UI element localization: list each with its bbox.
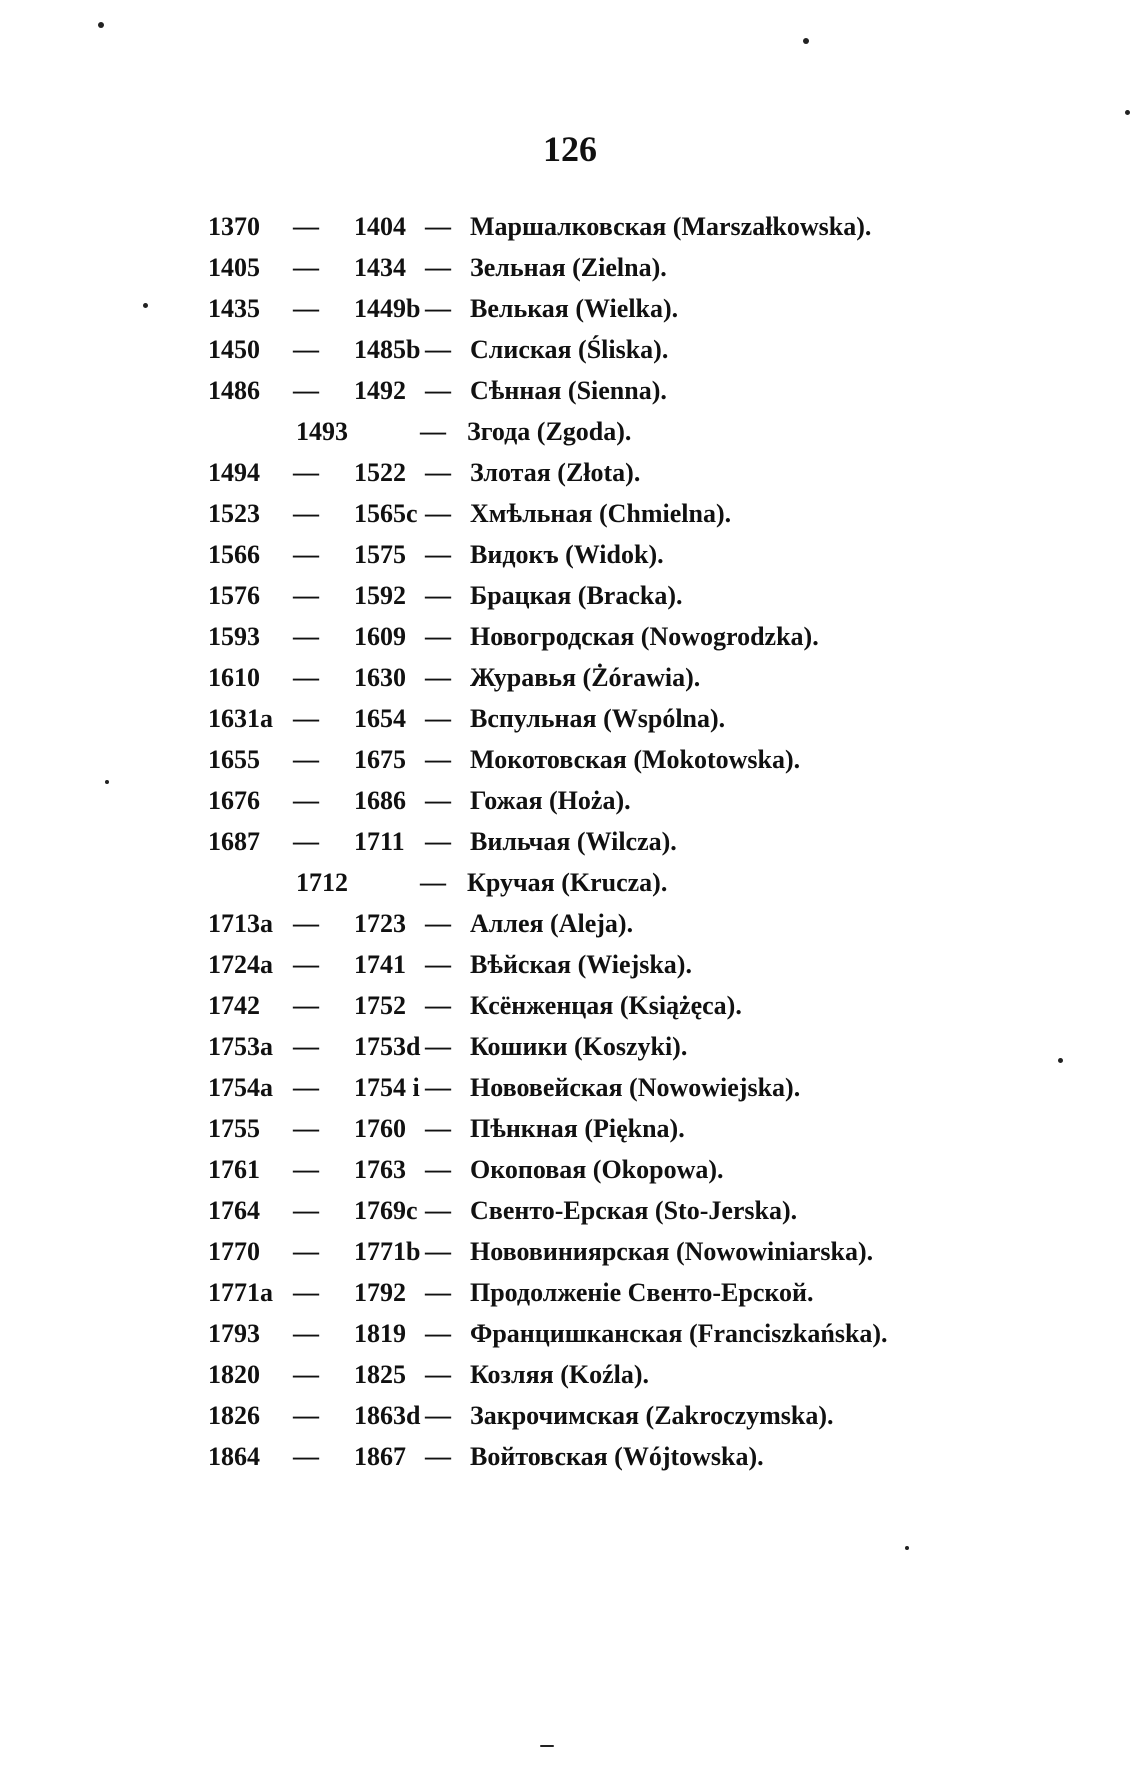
entry-row xyxy=(0,991,1140,1032)
separator-dash: — xyxy=(425,540,451,569)
house-number-start: 1753a xyxy=(208,1032,273,1061)
range-dash: — xyxy=(293,1442,319,1471)
street-name: Згода (Zgoda). xyxy=(467,417,632,446)
entry-row xyxy=(0,1360,1140,1401)
range-dash: — xyxy=(293,1114,319,1143)
separator-dash: — xyxy=(425,1114,451,1143)
separator-dash: — xyxy=(425,376,451,405)
house-number-start: 1523 xyxy=(208,499,260,528)
house-number-start: 1370 xyxy=(208,212,260,241)
range-dash: — xyxy=(293,376,319,405)
house-number-end: 1741 xyxy=(354,950,406,979)
entry-list xyxy=(0,212,1140,1483)
range-dash: — xyxy=(293,1360,319,1389)
house-number-start: 1826 xyxy=(208,1401,260,1430)
street-name: Новогродская (Nowogrodzka). xyxy=(470,622,819,651)
street-name: Пѣнкная (Piękna). xyxy=(470,1114,685,1143)
separator-dash: — xyxy=(425,458,451,487)
house-number-end: 1575 xyxy=(354,540,406,569)
street-name: Закрочимская (Zakroczymska). xyxy=(470,1401,834,1430)
separator-dash: — xyxy=(425,1237,451,1266)
house-number-end: 1434 xyxy=(354,253,406,282)
street-name: Ксёнженцая (Książęca). xyxy=(470,991,742,1020)
house-number-start: 1450 xyxy=(208,335,260,364)
range-dash: — xyxy=(293,1319,319,1348)
separator-dash: — xyxy=(425,745,451,774)
entry-row xyxy=(0,1196,1140,1237)
entry-row xyxy=(0,581,1140,622)
entry-row xyxy=(0,458,1140,499)
range-dash: — xyxy=(293,1073,319,1102)
range-dash: — xyxy=(293,253,319,282)
house-number-end: 1819 xyxy=(354,1319,406,1348)
house-number-start: 1676 xyxy=(208,786,260,815)
house-number-start: 1405 xyxy=(208,253,260,282)
entry-row xyxy=(0,376,1140,417)
separator-dash: — xyxy=(425,909,451,938)
house-number-end: 1752 xyxy=(354,991,406,1020)
scan-speck xyxy=(98,22,104,28)
house-number-end: 1863d xyxy=(354,1401,421,1430)
separator-dash: — xyxy=(425,786,451,815)
house-number-start: 1566 xyxy=(208,540,260,569)
scan-speck xyxy=(1125,110,1130,115)
house-number-end: 1522 xyxy=(354,458,406,487)
range-dash: — xyxy=(293,499,319,528)
house-number-start: 1435 xyxy=(208,294,260,323)
entry-row xyxy=(0,1401,1140,1442)
street-name: Аллея (Aleja). xyxy=(470,909,634,938)
separator-dash: — xyxy=(425,253,451,282)
house-number-start: 1764 xyxy=(208,1196,260,1225)
house-number-start: 1864 xyxy=(208,1442,260,1471)
house-number-start: 1742 xyxy=(208,991,260,1020)
street-name: Нововейская (Nowowiejska). xyxy=(470,1073,801,1102)
range-dash: — xyxy=(293,909,319,938)
street-name: Мокотовская (Mokotowska). xyxy=(470,745,801,774)
house-number-start: 1631a xyxy=(208,704,273,733)
house-number-start: 1754a xyxy=(208,1073,273,1102)
range-dash: — xyxy=(293,540,319,569)
street-name: Сѣнная (Sienna). xyxy=(470,376,667,405)
house-number-end: 1760 xyxy=(354,1114,406,1143)
house-number-start: 1724a xyxy=(208,950,273,979)
entry-row xyxy=(0,212,1140,253)
scan-speck xyxy=(105,780,109,784)
range-dash: — xyxy=(293,991,319,1020)
separator-dash: — xyxy=(425,1442,451,1471)
house-number-end: 1723 xyxy=(354,909,406,938)
house-number-start: 1755 xyxy=(208,1114,260,1143)
house-number-end: 1675 xyxy=(354,745,406,774)
range-dash: — xyxy=(293,622,319,651)
entry-row xyxy=(0,294,1140,335)
street-name: Хмѣльная (Chmielna). xyxy=(470,499,732,528)
entry-row xyxy=(0,1237,1140,1278)
separator-dash: — xyxy=(425,704,451,733)
range-dash: — xyxy=(293,335,319,364)
separator-dash: — xyxy=(425,499,451,528)
scan-speck xyxy=(143,303,148,308)
range-dash: — xyxy=(293,704,319,733)
street-name: Брацкая (Bracka). xyxy=(470,581,683,610)
entry-row xyxy=(0,868,1140,909)
street-name: Вспульная (Wspólna). xyxy=(470,704,726,733)
house-number-end: 1769c xyxy=(354,1196,418,1225)
range-dash: — xyxy=(293,581,319,610)
street-name: Продолженіе Свенто-Ерской. xyxy=(470,1278,814,1307)
house-number-end: 1609 xyxy=(354,622,406,651)
entry-row xyxy=(0,786,1140,827)
separator-dash: — xyxy=(425,1278,451,1307)
street-name: Войтовская (Wójtowska). xyxy=(470,1442,764,1471)
house-number-start: 1713a xyxy=(208,909,273,938)
separator-dash: — xyxy=(425,581,451,610)
house-number-end: 1630 xyxy=(354,663,406,692)
street-name: Слиская (Śliska). xyxy=(470,335,669,364)
house-number-end: 1449b xyxy=(354,294,421,323)
entry-row xyxy=(0,253,1140,294)
house-number-start: 1655 xyxy=(208,745,260,774)
house-number-end: 1771b xyxy=(354,1237,421,1266)
entry-row xyxy=(0,950,1140,991)
separator-dash: — xyxy=(425,950,451,979)
separator-dash: — xyxy=(420,868,446,897)
street-name: Зельная (Zielna). xyxy=(470,253,667,282)
page-number: 126 xyxy=(543,129,597,169)
separator-dash: — xyxy=(425,1155,451,1184)
house-number-end: 1754 i xyxy=(354,1073,420,1102)
entry-row xyxy=(0,1442,1140,1483)
entry-row xyxy=(0,622,1140,663)
entry-row xyxy=(0,745,1140,786)
street-name: Журавья (Żórawia). xyxy=(470,663,701,692)
street-name: Кручая (Krucza). xyxy=(467,868,668,897)
range-dash: — xyxy=(293,786,319,815)
range-dash: — xyxy=(293,1237,319,1266)
scan-speck xyxy=(803,38,809,44)
street-name: Окоповая (Okopowa). xyxy=(470,1155,724,1184)
house-number-start: 1610 xyxy=(208,663,260,692)
house-number-start: 1687 xyxy=(208,827,260,856)
house-number-end: 1792 xyxy=(354,1278,406,1307)
house-number-end: 1654 xyxy=(354,704,406,733)
house-number-start: 1486 xyxy=(208,376,260,405)
separator-dash: — xyxy=(425,212,451,241)
entry-row xyxy=(0,1278,1140,1319)
house-number-end: 1492 xyxy=(354,376,406,405)
entry-row xyxy=(0,417,1140,458)
house-number-start: 1820 xyxy=(208,1360,260,1389)
entry-row xyxy=(0,499,1140,540)
range-dash: — xyxy=(293,1032,319,1061)
separator-dash: — xyxy=(425,991,451,1020)
house-number-end: 1565c xyxy=(354,499,418,528)
entry-row xyxy=(0,1114,1140,1155)
street-name: Видокъ (Widok). xyxy=(470,540,664,569)
separator-dash: — xyxy=(425,335,451,364)
street-name: Вильчая (Wilcza). xyxy=(470,827,677,856)
house-number-end: 1825 xyxy=(354,1360,406,1389)
separator-dash: — xyxy=(425,663,451,692)
house-number-end: 1404 xyxy=(354,212,406,241)
range-dash: — xyxy=(293,1196,319,1225)
range-dash: — xyxy=(293,1278,319,1307)
range-dash: — xyxy=(293,1401,319,1430)
house-number-end: 1485b xyxy=(354,335,421,364)
house-number-start: 1493 xyxy=(296,417,348,446)
range-dash: — xyxy=(293,1155,319,1184)
range-dash: — xyxy=(293,212,319,241)
house-number-start: 1593 xyxy=(208,622,260,651)
house-number-end: 1592 xyxy=(354,581,406,610)
entry-row xyxy=(0,1073,1140,1114)
separator-dash: — xyxy=(425,294,451,323)
street-name: Вѣйская (Wiejska). xyxy=(470,950,692,979)
separator-dash: — xyxy=(425,827,451,856)
house-number-start: 1761 xyxy=(208,1155,260,1184)
house-number-end: 1763 xyxy=(354,1155,406,1184)
street-name: Злотая (Złota). xyxy=(470,458,641,487)
range-dash: — xyxy=(293,827,319,856)
entry-row xyxy=(0,663,1140,704)
entry-row xyxy=(0,1319,1140,1360)
street-name: Козляя (Koźla). xyxy=(470,1360,650,1389)
entry-row xyxy=(0,1155,1140,1196)
house-number-start: 1793 xyxy=(208,1319,260,1348)
house-number-end: 1711 xyxy=(354,827,405,856)
separator-dash: — xyxy=(425,1319,451,1348)
street-name: Маршалковская (Marszałkowska). xyxy=(470,212,872,241)
house-number-end: 1753d xyxy=(354,1032,421,1061)
street-name: Кошики (Koszyki). xyxy=(470,1032,688,1061)
entry-row xyxy=(0,1032,1140,1073)
house-number-start: 1712 xyxy=(296,868,348,897)
street-name: Велькая (Wielka). xyxy=(470,294,679,323)
entry-row xyxy=(0,827,1140,868)
separator-dash: — xyxy=(425,1073,451,1102)
entry-row xyxy=(0,540,1140,581)
entry-row xyxy=(0,909,1140,950)
separator-dash: — xyxy=(425,1401,451,1430)
house-number-start: 1770 xyxy=(208,1237,260,1266)
entry-row xyxy=(0,335,1140,376)
separator-dash: — xyxy=(425,622,451,651)
separator-dash: — xyxy=(425,1196,451,1225)
house-number-start: 1771a xyxy=(208,1278,273,1307)
range-dash: — xyxy=(293,663,319,692)
house-number-start: 1494 xyxy=(208,458,260,487)
house-number-end: 1686 xyxy=(354,786,406,815)
range-dash: — xyxy=(293,294,319,323)
scan-speck xyxy=(905,1546,909,1550)
separator-dash: — xyxy=(425,1360,451,1389)
street-name: Свенто-Ерская (Sto-Jerska). xyxy=(470,1196,798,1225)
street-name: Гожая (Hoża). xyxy=(470,786,631,815)
house-number-start: 1576 xyxy=(208,581,260,610)
street-name: Францишканская (Franciszkańska). xyxy=(470,1319,888,1348)
separator-dash: — xyxy=(425,1032,451,1061)
house-number-end: 1867 xyxy=(354,1442,406,1471)
scan-speck xyxy=(1058,1058,1063,1063)
scan-speck xyxy=(540,1745,554,1747)
range-dash: — xyxy=(293,745,319,774)
range-dash: — xyxy=(293,950,319,979)
street-name: Нововиниярская (Nowowiniarska). xyxy=(470,1237,874,1266)
entry-row xyxy=(0,704,1140,745)
separator-dash: — xyxy=(420,417,446,446)
range-dash: — xyxy=(293,458,319,487)
